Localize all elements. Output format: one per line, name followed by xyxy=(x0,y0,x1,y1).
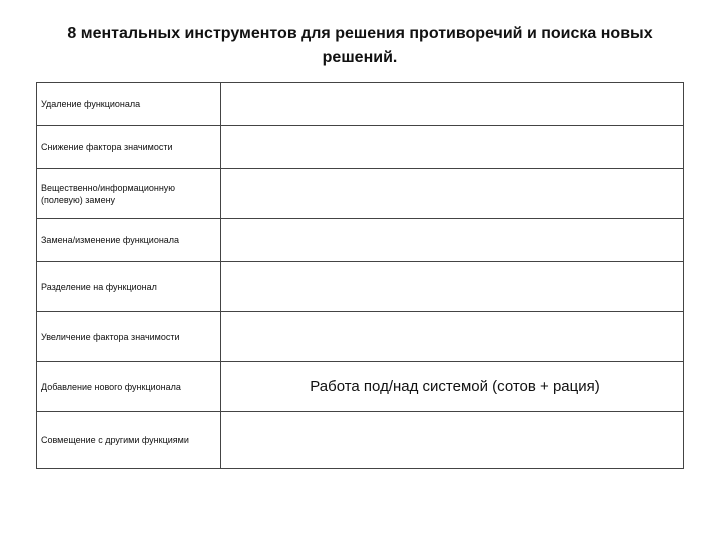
method-cell: Вещественно/информационную (полевую) замену xyxy=(37,169,221,219)
example-cell xyxy=(221,126,684,169)
method-cell: Совмещение с другими функциями xyxy=(37,412,221,469)
method-cell: Разделение на функционал xyxy=(37,262,221,312)
example-cell xyxy=(221,219,684,262)
tools-table xyxy=(36,82,684,469)
table-row xyxy=(37,83,684,126)
example-cell xyxy=(221,262,684,312)
table-row xyxy=(37,126,684,169)
table-row xyxy=(37,219,684,262)
example-cell: Работа под/над системой (сотов + рация) xyxy=(221,362,684,412)
table-row xyxy=(37,312,684,362)
slide-title: 8 ментальных инструментов для решения противоречий и поиска новых решений. xyxy=(67,25,653,66)
table-row xyxy=(37,262,684,312)
example-cell xyxy=(221,312,684,362)
table-row xyxy=(37,169,684,219)
method-cell: Удаление функционала xyxy=(37,83,221,126)
method-cell: Увеличение фактора значимости xyxy=(37,312,221,362)
table-row xyxy=(37,412,684,469)
method-cell: Замена/изменение функционала xyxy=(37,219,221,262)
table-row xyxy=(37,362,684,412)
example-cell xyxy=(221,169,684,219)
example-cell xyxy=(221,412,684,469)
method-cell: Снижение фактора значимости xyxy=(37,126,221,169)
method-cell: Добавление нового функционала xyxy=(37,362,221,412)
example-cell xyxy=(221,83,684,126)
